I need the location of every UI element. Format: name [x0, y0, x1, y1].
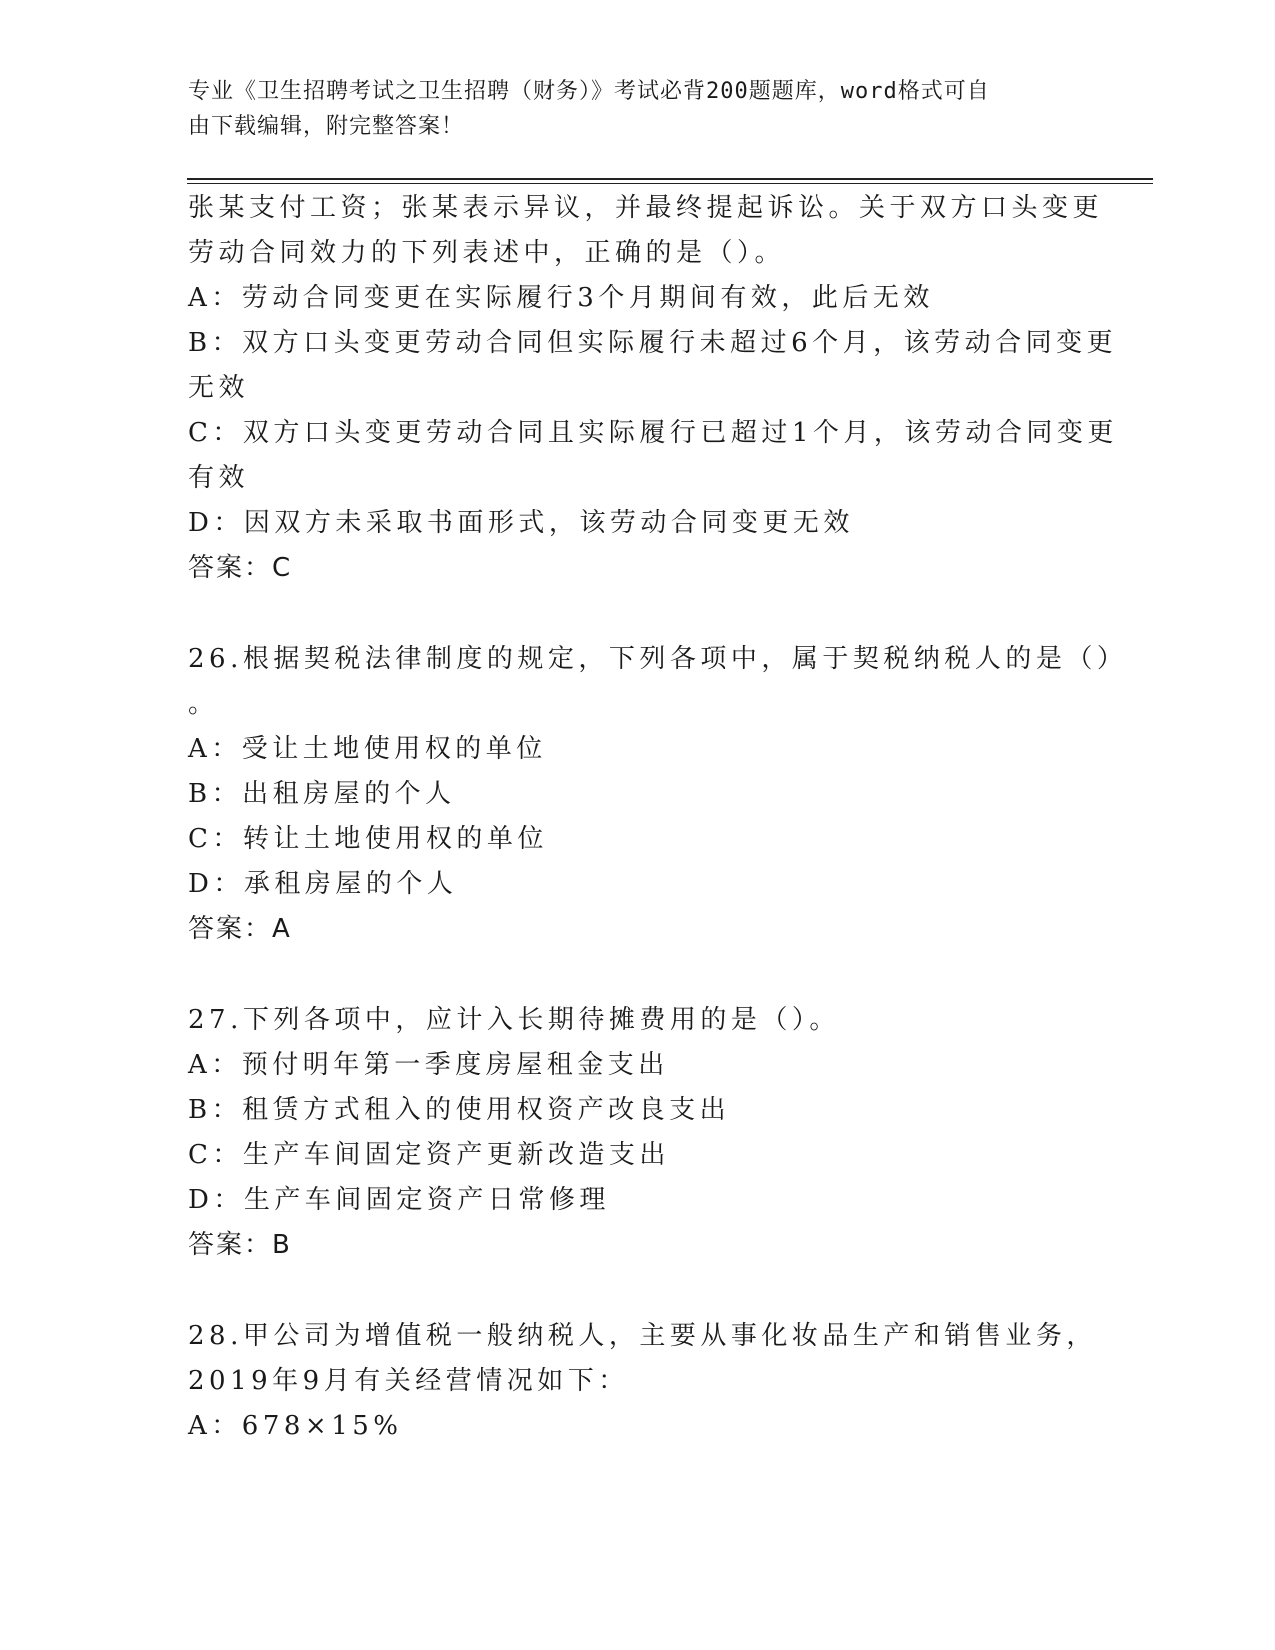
- header-divider-thick: [187, 178, 1153, 180]
- option-c: C：生产车间固定资产更新改造支出: [188, 1140, 670, 1170]
- option-b-continued: 无效: [188, 373, 250, 403]
- option-d: D：因双方未采取书面形式，该劳动合同变更无效: [188, 508, 854, 538]
- question-stem-line: 劳动合同效力的下列表述中，正确的是（）。: [188, 238, 786, 268]
- answer-label: 答案：A: [188, 914, 292, 944]
- question-stem-line: 26.根据契税法律制度的规定，下列各项中，属于契税纳税人的是（）: [188, 644, 1128, 674]
- question-28: [188, 1314, 1097, 1449]
- option-b: B：双方口头变更劳动合同但实际履行未超过6个月，该劳动合同变更: [188, 328, 1118, 358]
- question-stem-line: 张某支付工资；张某表示异议，并最终提起诉讼。关于双方口头变更: [188, 193, 1104, 223]
- question-stem-line: 。: [188, 689, 219, 719]
- header-line-2: 由下载编辑，附完整答案！: [188, 114, 465, 139]
- option-a: A：劳动合同变更在实际履行3个月期间有效，此后无效: [188, 283, 934, 313]
- document-header: [188, 74, 1068, 144]
- question-stem-line: 27.下列各项中，应计入长期待摊费用的是（）。: [188, 1005, 840, 1035]
- option-d: D：生产车间固定资产日常修理: [188, 1185, 610, 1215]
- option-b: B：出租房屋的个人: [188, 779, 456, 809]
- option-d: D：承租房屋的个人: [188, 869, 458, 899]
- question-stem-line: 28.甲公司为增值税一般纳税人，主要从事化妆品生产和销售业务，: [188, 1321, 1097, 1351]
- question-25: [188, 186, 1118, 591]
- option-c-continued: 有效: [188, 463, 250, 493]
- answer-label: 答案：B: [188, 1230, 292, 1260]
- option-a: A：受让土地使用权的单位: [188, 734, 547, 764]
- option-a: A：预付明年第一季度房屋租金支出: [188, 1050, 669, 1080]
- header-line-1: 专业《卫生招聘考试之卫生招聘（财务）》考试必背200题题库，word格式可自: [188, 79, 990, 104]
- question-list: [188, 186, 1128, 1449]
- question-stem-line: 2019年9月有关经营情况如下：: [188, 1366, 629, 1396]
- option-c: C：转让土地使用权的单位: [188, 824, 548, 854]
- question-26: [188, 637, 1128, 952]
- question-27: [188, 998, 1088, 1268]
- option-a: A：678×15%: [188, 1411, 403, 1441]
- header-divider-thin: [187, 183, 1153, 184]
- option-c: C：双方口头变更劳动合同且实际履行已超过1个月，该劳动合同变更: [188, 418, 1118, 448]
- option-b: B：租赁方式租入的使用权资产改良支出: [188, 1095, 731, 1125]
- answer-label: 答案：C: [188, 553, 293, 583]
